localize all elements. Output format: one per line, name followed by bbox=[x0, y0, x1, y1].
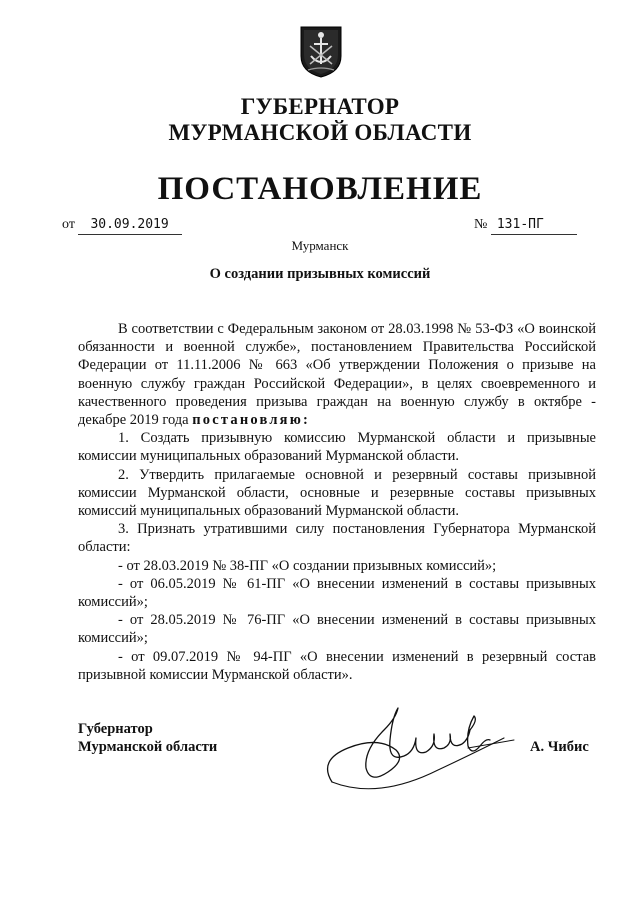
issuer-title-line2: МУРМАНСКОЙ ОБЛАСТИ bbox=[168, 120, 472, 145]
decree-word: постановляю: bbox=[192, 412, 311, 429]
signatory-position bbox=[78, 720, 217, 756]
repealed-decree-1: - от 28.03.2019 № 38-ПГ «О создании призывных комиссий»; bbox=[118, 557, 497, 574]
coat-of-arms-emblem bbox=[300, 26, 342, 78]
document-date-row bbox=[62, 216, 182, 235]
preamble-paragraph bbox=[78, 320, 596, 429]
item-3: 3. Признать утратившими силу постановления Губернатора Мурманской области: bbox=[78, 521, 596, 556]
document-kind: ПОСТАНОВЛЕНИЕ bbox=[157, 171, 483, 207]
preamble-text: В соответствии с Федеральным законом от 28.03.1998 № 53-ФЗ «О воинской обязанности и военной службе», постановлением Правительства Российской Федерации от 11.11.2006 № 663 «Об утверждении Положения о призыве на военную службу граждан Российской Федерации», в целях своевременного и качественного проведения призыва граждан на военную службу в октябре - декабре 2019 года bbox=[78, 321, 596, 429]
document-body bbox=[78, 320, 596, 684]
item-2: 2. Утвердить прилагаемые основной и резервный составы призывной комиссии Мурманской области, основные и резервные составы призывных комиссий муниципальных образований Мурманской области. bbox=[78, 466, 596, 520]
item-1: 1. Создать призывную комиссию Мурманской области и призывные комиссии муниципальных образований Мурманской области. bbox=[78, 430, 596, 465]
document-number: 131-ПГ bbox=[491, 216, 577, 235]
number-prefix: № bbox=[474, 217, 488, 232]
document-city: Мурманск bbox=[291, 238, 349, 253]
signatory-name: А. Чибис bbox=[530, 739, 589, 755]
date-prefix: от bbox=[62, 217, 75, 232]
issuer-title-line1: ГУБЕРНАТОР bbox=[240, 94, 400, 119]
signatory-position-line2: Мурманской области bbox=[78, 739, 218, 755]
document-date: 30.09.2019 bbox=[78, 216, 182, 235]
repealed-decree-3: - от 28.05.2019 № 76-ПГ «О внесении изменений в составы призывных комиссий»; bbox=[78, 612, 596, 647]
document-number-row bbox=[474, 216, 577, 235]
repealed-decree-4: - от 09.07.2019 № 94-ПГ «О внесении изменений в резервный состав призывной комиссии Мурманской области». bbox=[78, 648, 596, 683]
document-subject: О создании призывных комиссий bbox=[209, 266, 431, 282]
handwritten-signature bbox=[318, 690, 518, 810]
repealed-decree-2: - от 06.05.2019 № 61-ПГ «О внесении изменений в составы призывных комиссий»; bbox=[78, 575, 596, 611]
signatory-position-line1: Губернатор bbox=[78, 721, 153, 737]
